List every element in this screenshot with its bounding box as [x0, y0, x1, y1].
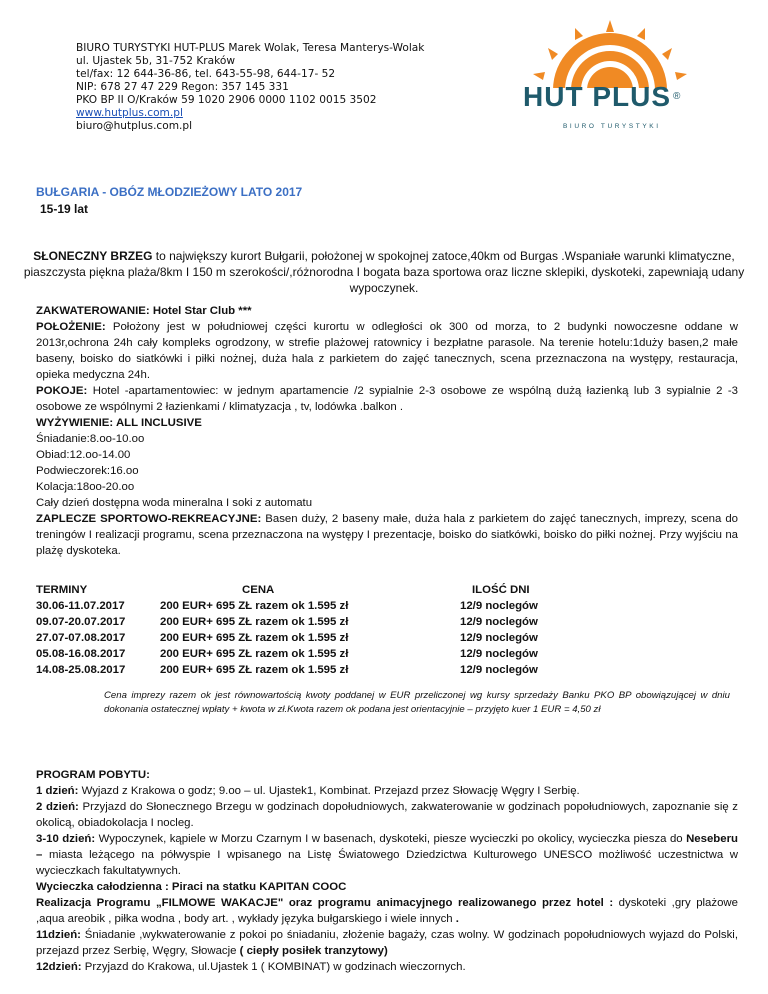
term-date: 30.06-11.07.2017 — [36, 600, 125, 612]
sports-paragraph: ZAPLECZE SPORTOWO-REKREACYJNE: Basen duży, 2 baseny małe, duża hala z parkietem do zajęć tanecznych, imprezy, scena do treningów I realizacji programu, scena przeznaczona na występy I prezentacje, boisko do siatkówki, boisko do piłki nożnej. Przy wyjściu na plażę dyskoteka. — [36, 513, 739, 557]
header-line: tel/fax: 12 644-36-86, tel. 643-55-98, 644-17- 52 — [76, 68, 336, 80]
excursion-line: Wycieczka całodzienna : Piraci na statku KAPITAN COOC — [36, 881, 347, 893]
website-link[interactable]: www.hutplus.com.pl — [76, 107, 183, 119]
food-heading: WYŻYWIENIE: ALL INCLUSIVE — [36, 417, 202, 429]
program-section — [36, 767, 738, 975]
email-text: biuro@hutplus.com.pl — [76, 120, 193, 132]
term-price: 200 EUR+ 695 ZŁ razem ok 1.595 zł — [160, 632, 349, 644]
logo-subtitle: BIURO TURYSTYKI — [563, 123, 661, 130]
program-day-1: 1 dzień: Wyjazd z Krakowa o godz; 9.oo – ul. Ujastek1, Kombinat. Przejazd przez Słowację Węgry I Serbię. — [36, 785, 580, 797]
program-day-12: 12dzień: Przyjazd do Krakowa, ul.Ujastek 1 ( KOMBINAT) w godzinach wieczornych. — [36, 961, 466, 973]
program-day-3-10: 3-10 dzień: Wypoczynek, kąpiele w Morzu Czarnym I w basenach, dyskoteki, piesze wycieczki po okolicy, wycieczka piesza do Neseberu – miasta leżącego na półwyspie I wpisanego na Listę Światowego Dziedzictwa Kulturowego UNESCO możliwość uczestnictwa w wycieczkach fakultatywnych. — [36, 833, 738, 877]
meal-line: Cały dzień dostępna woda mineralna I soki z automatu — [36, 497, 313, 509]
term-days: 12/9 noclegów — [460, 648, 538, 660]
resort-name: SŁONECZNY BRZEG — [33, 249, 153, 263]
terms-days-column — [460, 582, 538, 678]
term-date: 05.08-16.08.2017 — [36, 648, 126, 660]
term-price: 200 EUR+ 695 ZŁ razem ok 1.595 zł — [160, 664, 349, 676]
terms-dates-column — [36, 582, 125, 678]
term-days: 12/9 noclegów — [460, 664, 538, 676]
program-day-2: 2 dzień: Przyjazd do Słonecznego Brzegu w godzinach dopołudniowych, zakwaterowanie w godzinach popołudniowych, zapoznanie się z okolicą, obiadokolacja I nocleg. — [36, 801, 738, 829]
term-days: 12/9 noclegów — [460, 600, 538, 612]
header-line: PKO BP II O/Kraków 59 1020 2906 0000 1102 0015 3502 — [76, 94, 377, 106]
term-price: 200 EUR+ 695 ZŁ razem ok 1.595 zł — [160, 616, 349, 628]
term-date: 09.07-20.07.2017 — [36, 616, 126, 628]
term-price: 200 EUR+ 695 ZŁ razem ok 1.595 zł — [160, 648, 349, 660]
program-day-11: 11dzień: Śniadanie ,wykwaterowanie z pokoi po śniadaniu, złożenie bagaży, czas wolny. W godzinach popołudniowych wyjazd do Polski, przejazd przez Serbię, Węgry, Słowacje ( ciepły posiłek tranzytowy) — [36, 929, 738, 957]
trip-age: 15-19 lat — [40, 202, 89, 216]
location-paragraph: POŁOŻENIE: Położony jest w południowej części kurortu w odległości ok 300 od morza, to 2 budynki nowoczesne oddane w 2013r,ochrona 24h cały kompleks ogrodzony, w strefie plażowej ratownicy i bezpłatne parasole. Na terenie hotelu:1duży basen,2 małe baseny, boisko do siatkówki i piłki nożnej, duża hala z parkietem do zajęć tanecznych, scena przeznaczona na występy, restauracja, opieka medyczna 24h. — [36, 321, 738, 381]
intro-paragraph — [20, 248, 748, 296]
intro-text: to największy kurort Bułgarii, położonej w spokojnej zatoce,40km od Burgas .Wspaniałe warunki klimatyczne, piaszczysta piękna plaża/8km I 150 m szerokości/,różnorodna I bogata baza sportowa oraz liczne sklepiki, dyskoteki, zapewniają udany wypoczynek. — [23, 249, 745, 295]
meal-line: Kolacja:18oo-20.oo — [36, 481, 135, 493]
price-header: CENA — [242, 584, 275, 596]
term-date: 27.07-07.08.2017 — [36, 632, 126, 644]
header-line: BIURO TURYSTYKI HUT-PLUS Marek Wolak, Teresa Manterys-Wolak — [76, 42, 425, 54]
term-days: 12/9 noclegów — [460, 632, 538, 644]
meal-line: Śniadanie:8.oo-10.oo — [36, 433, 145, 445]
term-price: 200 EUR+ 695 ZŁ razem ok 1.595 zł — [160, 600, 349, 612]
meal-line: Podwieczorek:16.oo — [36, 465, 139, 477]
logo-wordmark: HUT PLUS ® — [523, 81, 682, 112]
program-title: PROGRAM POBYTU: — [36, 769, 150, 781]
rooms-paragraph: POKOJE: Hotel -apartamentowiec: w jednym apartamencie /2 sypialnie 2-3 osobowe ze wspólną dużą łazienką lub 3 sypialnie 2 -3 osobowe ze wspólnymi 2 łazienkami / klimatyzacja , tv, lodówka .balkon . — [36, 385, 738, 413]
accommodation-heading: ZAKWATEROWANIE: Hotel Star Club *** — [36, 305, 252, 317]
animation-paragraph: Realizacja Programu „FILMOWE WAKACJE" oraz programu animacyjnego realizowanego przez hotel : dyskoteki ,gry plażowe ,aqua areobik , piłka wodna , body art. , wykłady języka bułgarskiego i wiele innych . — [36, 897, 738, 925]
meal-line: Obiad:12.oo-14.00 — [36, 449, 131, 461]
trip-title: BUŁGARIA - OBÓZ MŁODZIEŻOWY LATO 2017 — [36, 185, 303, 199]
term-date: 14.08-25.08.2017 — [36, 664, 126, 676]
terms-price-column — [160, 582, 348, 678]
company-header — [76, 42, 496, 133]
header-line: NIP: 678 27 47 229 Regon: 357 145 331 — [76, 81, 289, 93]
term-days: 12/9 noclegów — [460, 616, 538, 628]
header-line: ul. Ujastek 5b, 31-752 Kraków — [76, 55, 236, 67]
hut-plus-sun-logo-icon — [515, 18, 705, 133]
price-note: Cena imprezy razem ok jest równowartością kwoty poddanej w EUR przeliczonej wg kursy sprzedaży Banku PKO BP obowiązującej w dniu dokonania ostatecznej wpłaty + kwota w zł.Kwota razem ok podana jest orientacyjnie – przyjęto kuer 1 EUR = 4,50 zł — [104, 690, 730, 715]
dates-header: TERMINY — [36, 584, 88, 596]
details-section — [36, 303, 738, 559]
days-header: ILOŚĆ DNI — [472, 584, 530, 596]
